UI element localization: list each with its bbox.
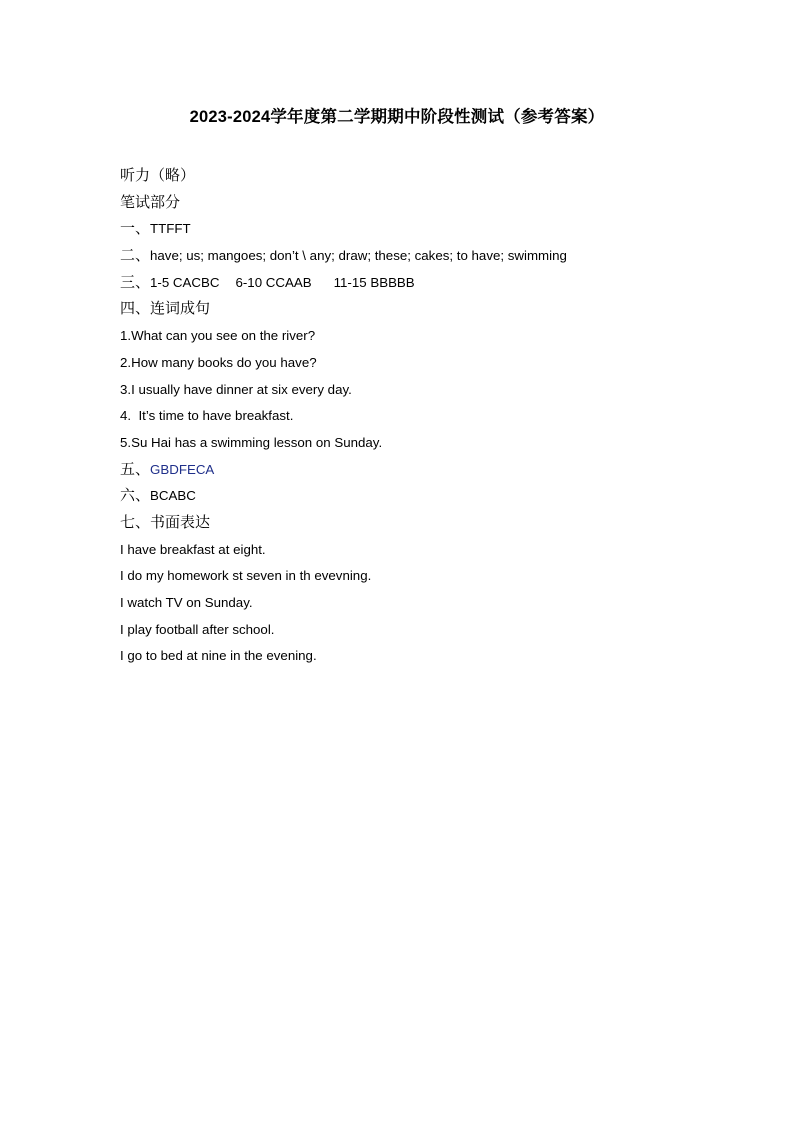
answer-content [120,163,720,670]
part2-prefix: 二、 [120,247,151,265]
part7-line: I play football after school. [120,621,275,637]
part3-answer-line [120,270,720,297]
part7-line: I go to bed at nine in the evening. [120,648,317,664]
part4-sentence: 4. It’s time to have breakfast. [120,408,294,424]
part7-line: I do my homework st seven in th evevning. [120,568,372,584]
part6-answer-line [120,483,720,510]
part2-answer-line [120,243,720,270]
part5-answer-line [120,457,720,484]
part3-group2: 6-10 CCAAB [235,274,312,290]
part7-line: I watch TV on Sunday. [120,595,253,610]
part3-group1: 1-5 CACBC [150,274,220,290]
part4-sentence: 2.How many books do you have? [120,354,317,370]
part4-heading: 四、连词成句 [120,300,211,318]
part4-sentence: 5.Su Hai has a swimming lesson on Sunday. [120,434,383,450]
part6-prefix: 六、 [120,487,151,505]
part4-sentence: 1.What can you see on the river? [120,328,316,344]
part6-answer: BCABC [150,488,196,504]
part1-prefix: 一、 [120,220,151,238]
part7-heading: 七、书面表达 [120,513,211,531]
part5-answer: GBDFECA [150,461,215,477]
part1-answer: TTFFT [150,221,191,237]
listening-note: 听力（略） [120,167,196,184]
part3-prefix: 三、 [120,273,151,291]
written-section-heading: 笔试部分 [120,193,181,211]
part5-prefix: 五、 [120,460,151,478]
part3-group3: 11-15 BBBBB [333,274,415,290]
part7-line: I have breakfast at eight. [120,541,266,557]
part2-answer: have; us; mangoes; don’t \ any; draw; these; cakes; to have; swimming [150,248,567,264]
part1-answer-line [120,216,720,243]
part4-sentence: 3.I usually have dinner at six every day. [120,381,352,397]
document-title: 2023-2024学年度第二学期期中阶段性测试（参考答案） [189,108,605,126]
